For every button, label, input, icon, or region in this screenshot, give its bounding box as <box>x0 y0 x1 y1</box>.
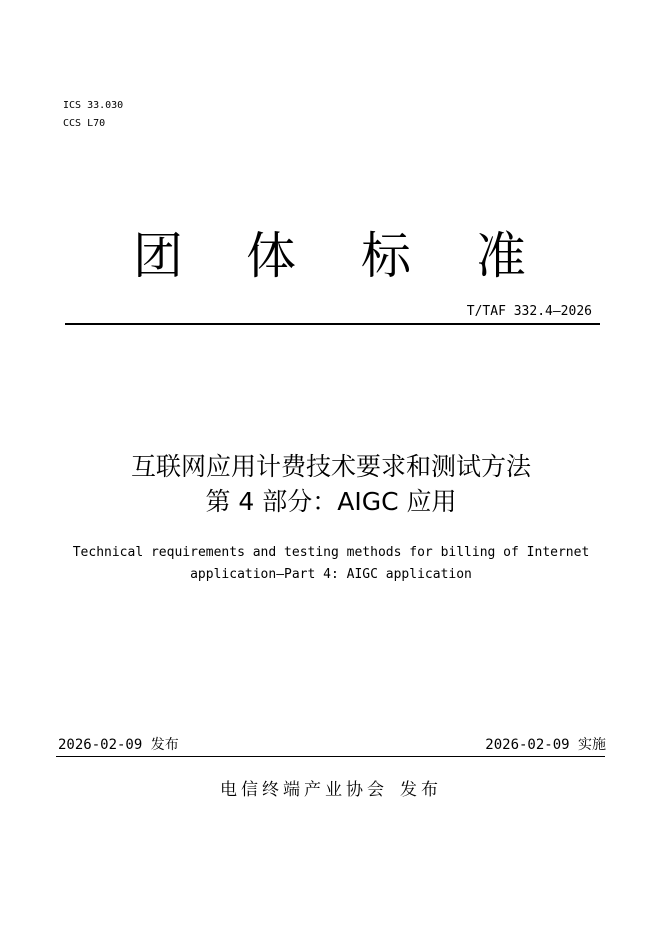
doc-type-char-1: 团 <box>133 227 183 285</box>
title-english-line-2: application—Part 4: AIGC application <box>190 567 472 582</box>
doc-type-char-4: 准 <box>476 227 526 285</box>
publisher-name: 电信终端产业协会 <box>220 780 388 800</box>
footer-rule <box>56 756 605 757</box>
publisher-line <box>0 779 662 801</box>
ccs-code: CCS L70 <box>63 118 106 129</box>
standard-number: T/TAF 332.4—2026 <box>466 304 592 319</box>
implementation-date: 2026-02-09 实施 <box>485 737 606 753</box>
doc-type-char-3: 标 <box>361 227 411 285</box>
title-chinese-line-2: 第 4 部分：AIGC 应用 <box>205 487 457 516</box>
title-chinese-line-1: 互联网应用计费技术要求和测试方法 <box>130 452 531 481</box>
title-english-line-1: Technical requirements and testing methods for billing of Internet <box>72 545 590 560</box>
header-rule <box>65 323 600 325</box>
issue-date: 2026-02-09 发布 <box>58 737 179 753</box>
doc-type-char-2: 体 <box>246 227 296 285</box>
ics-code: ICS 33.030 <box>63 100 124 111</box>
document-type-heading <box>0 224 662 288</box>
publisher-action: 发布 <box>400 780 442 800</box>
